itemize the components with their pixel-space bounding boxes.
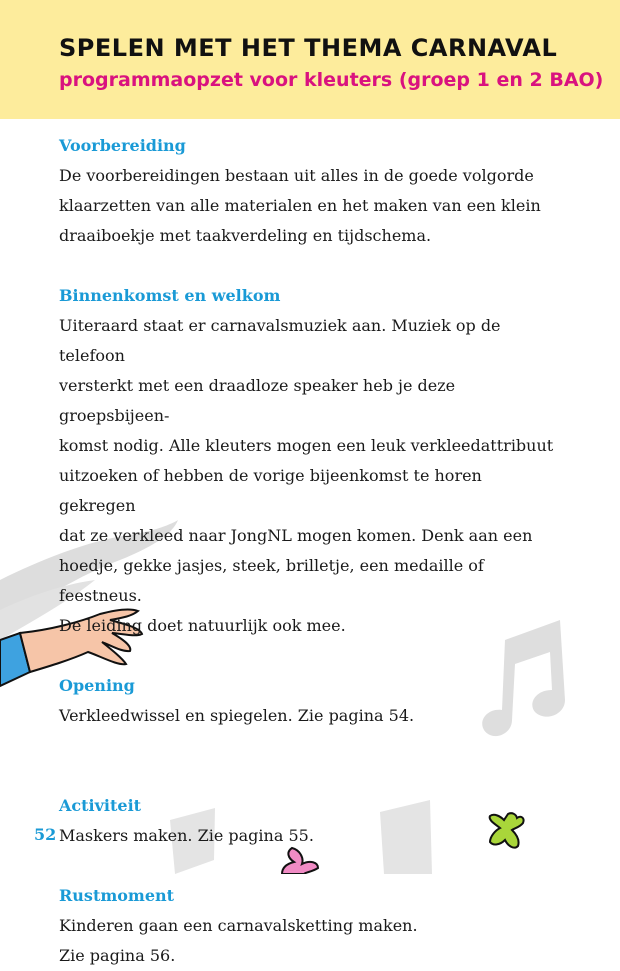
body-line: uitzoeken of hebben de vorige bijeenkomst te horen gekregen [59, 466, 482, 515]
body-line: Maskers maken. Zie pagina 55. [59, 826, 314, 845]
section-heading: Activiteit [59, 796, 142, 815]
body-line: klaarzetten van alle materialen en het maken van een klein [59, 196, 541, 215]
body-line: Kinderen gaan een carnavalsketting maken. [59, 916, 418, 935]
body-line: versterkt met een draadloze speaker heb je deze groepsbijeen- [59, 376, 456, 425]
section-activiteit [59, 791, 559, 851]
section-heading: Binnenkomst en welkom [59, 286, 281, 305]
section-heading: Opening [59, 676, 135, 695]
body-line: De leiding doet natuurlijk ook mee. [59, 616, 346, 635]
page-number: 52 [34, 825, 57, 844]
body-line: Uiteraard staat er carnavalsmuziek aan. Muziek op de telefoon [59, 316, 501, 365]
body-line: komst nodig. Alle kleuters mogen een leuk verkleedattribuut [59, 436, 554, 455]
section-opening [59, 671, 559, 731]
section-heading: Rustmoment [59, 886, 175, 905]
body-line: De voorbereidingen bestaan uit alles in de goede volgorde [59, 166, 534, 185]
body-line: dat ze verkleed naar JongNL mogen komen. Denk aan een [59, 526, 533, 545]
body-line: draaiboekje met taakverdeling en tijdschema. [59, 226, 432, 245]
section-rustmoment [59, 881, 559, 971]
page-title: SPELEN MET HET THEMA CARNAVAL [59, 34, 558, 62]
section-voorbereiding [59, 131, 559, 251]
body-line: Verkleedwissel en spiegelen. Zie pagina 54. [59, 706, 415, 725]
body-line: Zie pagina 56. [59, 946, 176, 965]
section-heading: Voorbereiding [59, 136, 186, 155]
main-content [59, 131, 559, 971]
body-line: hoedje, gekke jasjes, steek, brilletje, een medaille of feestneus. [59, 556, 484, 605]
section-binnenkomst [59, 281, 559, 641]
page-subtitle: programmaopzet voor kleuters (groep 1 en 2 BAO) [59, 69, 604, 91]
